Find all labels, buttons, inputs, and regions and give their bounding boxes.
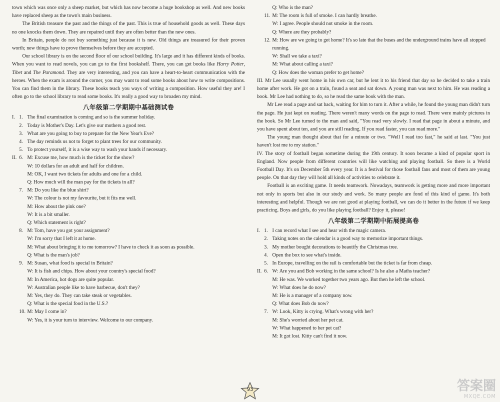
item-number: 5. [19,147,23,153]
dialogue-line: W: It is a bit smaller. [27,211,70,218]
dialogue [12,308,245,324]
dialogue-line [12,154,245,162]
dialogue [257,308,490,340]
part-label: IV. [257,150,263,157]
passage-paragraph: The young man thought about that for a minute or two. "Well I read too fast," he said at last. "You just haven't lost me to my station." [257,134,490,149]
sentence-item [257,227,490,235]
item-text: I can record what I see and hear with the magic camera. [272,228,386,234]
dialogue-line: M: He was. We worked together two years ago. But then he left the school. [272,276,426,283]
dialogue-line: W: Australian people like to have barbecue, don't they? [27,284,140,291]
left-column [12,4,245,394]
dialogue-line: M: Yes, they do. They can take steak or vegetables. [27,292,132,299]
item-number: 5. [264,260,268,267]
dialogue-question: Q: What is the man's job? [27,252,80,258]
item-number: 1. [264,228,268,234]
sentence-item [12,130,245,138]
item-number: 7. [264,309,268,315]
library-text: . They are very interesting, and you can have a heart-to-heart communication with the heroes. When the exam is around the corner, you may want to read some books about how to write compositions. You can find them in the library. These books teach you ways of writing a composition. How useful they are! I often go to the school library to read some books. It's really a good way to broaden my mind. [12,69,245,100]
page-number-badge [240,382,260,400]
line-text: W: Are you and Bob working in the same school? Is he also a Maths teacher? [272,268,431,275]
dialogue-question: Q: Which statement is right? [27,220,86,226]
item-number: 12. [264,37,271,43]
passage-paragraph: Mr Lee read a page and sat back, waiting for him to turn it. After a while, he found the young man didn't turn the page. He just kept on reading. There weren't many words on the page to read. There were mainly pictures in the book. So Mr Lee turned to the man and said, "You read very slowly. I read that page in about a minute, and you have spent about ten, and you are still reading. If you read faster, you can read more." [257,102,490,133]
item-text: My mother bought decorations to beautify the Christmas tree. [272,244,399,250]
dialogue-line [257,12,490,20]
right-column [257,4,490,394]
item-number: 2. [264,236,268,242]
intro-paragraph: In Britain, people do not buy something just because it is new. Old things are treasured for their proven worth; new things have to prove themselves before they are accepted. [12,37,245,52]
passage-paragraph [257,77,490,101]
intro-paragraph: town which was once only a sheep market, but which has now become a huge bookshop as well. And new books have replaced sheep as the town's main business. [12,5,245,19]
book-title: The Paramond [33,69,64,76]
part-label: II. [257,268,262,275]
dialogue-line: W: Shall we take a taxi? [272,53,322,60]
dialogue-line [12,260,245,268]
dialogue-line: W: 10 dollars for an adult and half for children. [27,163,124,169]
dialogue-line: M: It got lost. Kitty can't find it now. [272,333,348,339]
dialogue-line [257,36,490,52]
item-text: The day reminds us not to forget to plant trees for our community. [27,139,162,145]
item-number: 8. [19,228,23,234]
paragraph-text: The story of football began sometime during the 19th century. It soon became a kind of popular sport in England. Now people from different countries will like watching and playing football. So there is a World Football Day. It's on December 5th every year. It is a festival for those football fans and most of them are young people. On that day they will hold all kinds of activities to celebrate it. [257,150,490,181]
dialogue-line [12,227,245,235]
dialogue-line [257,268,490,276]
sentence-item [12,114,245,122]
item-number: 4. [264,252,268,258]
item-text: Taking notes on the calendar is a good way to memorize important things. [272,236,424,242]
item-text: The final examination is coming and so is the summer holiday. [27,114,156,121]
item-text: Today is Mother's Day. Let's give our mothers a good rest. [27,122,147,129]
dialogue [12,187,245,228]
part-label: I. [12,114,15,121]
line-text: M: Excuse me, how much is the ticket for the show? [27,155,135,161]
line-text: M: Susan, what food is special in Britain? [27,260,113,267]
dialogue-line: M: OK, I want two tickets for adults and one for a child. [27,171,143,177]
dialogue-line [12,308,245,316]
page-number: 93 [246,387,254,393]
dialogue [12,260,245,309]
item-number: 4. [19,139,23,145]
passage-paragraph [257,150,490,182]
dialogue-line: M: In America, hot dogs are quite popular. [27,276,115,283]
dialogue-line: W: Yes, it is your turn to interview. Welcome to our company. [27,317,154,323]
dialogue-line: W: I agree. People should not smoke in the room. [272,21,374,27]
dialogue-question: Q: How does the woman prefer to get home? [272,69,364,76]
item-text: To protect yourself, it is a wise way to wash your hands if necessary. [27,147,168,153]
part-1-sentences [12,114,245,155]
dialogue-question: Q: How much will the man pay for the tickets in all? [27,179,135,186]
dialogue-question: Q: Who is the man? [272,5,313,11]
intro-paragraph: The British treasure the past and the things of the past. This is true of household goods as well. These days no one knocks them down. They are repaired until they are often better than the new ones. [12,21,245,35]
dialogue [257,12,490,36]
book-separator: , [243,61,245,68]
sentence-item [257,235,490,243]
line-text: M: Tom, have you got your assignment? [27,228,110,234]
line-text: W: Look, Kitty is crying. What's wrong with her? [272,309,374,315]
part-label: II. [12,155,17,161]
item-number: 10. [19,309,26,315]
dialogue-line: M: How about the pink one? [27,203,86,210]
passage-paragraph: Football is an exciting game. It needs teamwork. Nowadays, teamwork is getting more and more important not only in sports but also in our study and work. So many people are fond of this kind of game. It's both interesting and helpful. Though we are not good at playing football, we can do it better in the future if we keep practicing. Boys and girls, do you like playing football? Enjoy it, please! [257,183,490,214]
sentence-item [12,122,245,130]
dialogue-question: Q: What does Bob do now? [272,301,329,307]
part-label: I. [257,228,260,234]
dialogue [12,154,245,186]
section-heading-extension-test: 八年级第二学期期中拓展提高卷 [327,217,419,225]
item-text: What are you going to buy to prepare for the New Year's Eve? [27,130,154,137]
dialogue-line: W: The colour is not my favourite, but it fits me well. [27,195,137,202]
item-number: 2. [19,122,23,129]
watermark-site: MXQE.COM [463,394,496,400]
item-number: 6. [264,268,268,275]
line-text: M: Do you like the blue shirt? [27,187,89,194]
sentence-item [12,138,245,146]
line-text: M: The room is full of smoke. I can hardly breathe. [272,13,377,19]
item-number: 9. [19,260,23,267]
paragraph-text: Mr Lee usually went home in his own car, but he lent it to his friend that day so he decided to take a train home after work. He got on a train, found a seat and sat down. A young man was next to him. He was reading a book. Mr Lee had nothing to do, so he read the same book with the man. [257,77,490,100]
part-2-dialogues [257,268,490,341]
line-text: M: How are we going to get home? It's so late that the buses and the underground trains have all stopped running. [272,37,486,52]
part-label: III. [257,77,264,84]
item-number: 11. [264,13,271,19]
book-title: Harry Potter [216,61,244,68]
item-number: 3. [19,130,23,137]
item-text: In Europe, travelling on the rail is comfortable but the ticket is far from cheap. [272,260,433,267]
part-1-sentences [257,227,490,268]
sentence-item [257,260,490,268]
dialogue-line: M: What about bringing it to me tomorrow? I have to check it as soon as possible. [27,244,195,250]
item-number: 1. [19,114,23,121]
sentence-item [12,146,245,154]
sentence-item [257,243,490,251]
dialogue-line: W: What happened to her pet cat? [272,325,342,331]
dialogue-line [12,187,245,195]
dialogue-line: W: What does he do now? [272,284,326,291]
library-paragraph [12,53,245,102]
line-text: M: May I come in? [27,309,67,315]
part-2-dialogues [12,154,245,324]
dialogue-line: M: What about calling a taxi? [272,61,333,68]
dialogue-line [257,308,490,316]
watermark-text: 答案圈 [456,379,496,394]
book-separator: and [22,69,34,76]
dialogue-question: Q: What is the special food in the U.S.? [27,301,109,307]
book-title: Tibet [12,69,23,76]
dialogue-line: W: It is fish and chips. How about your country's special food? [27,268,156,275]
dialogue-line: W: I'm sorry that I left it at home. [27,236,96,242]
item-text: Open the box to see what's inside. [272,252,342,258]
dialogue [12,227,245,259]
part-3-passage [257,77,490,150]
dialogue-line: M: He is a manager of a company now. [272,292,353,299]
item-number: 6. [19,155,23,161]
dialogue-line: M: She's worried about her pet cat. [272,317,344,323]
item-number: 7. [19,187,23,194]
dialogue [257,36,490,77]
section-heading-basic-test: 八年级第二学期期中基础测试卷 [82,103,174,112]
dialogue-question: Q: Where are they probably? [272,29,332,35]
library-text: Our school library is on the second floor of our school building. It's large and it has different kinds of books. When you want to read novels, you can go to the first bookshelf. There, you can get books like [12,53,245,68]
sentence-item [257,251,490,259]
item-number: 3. [264,244,268,250]
part-4-passage [257,150,490,215]
dialogue [257,268,490,309]
